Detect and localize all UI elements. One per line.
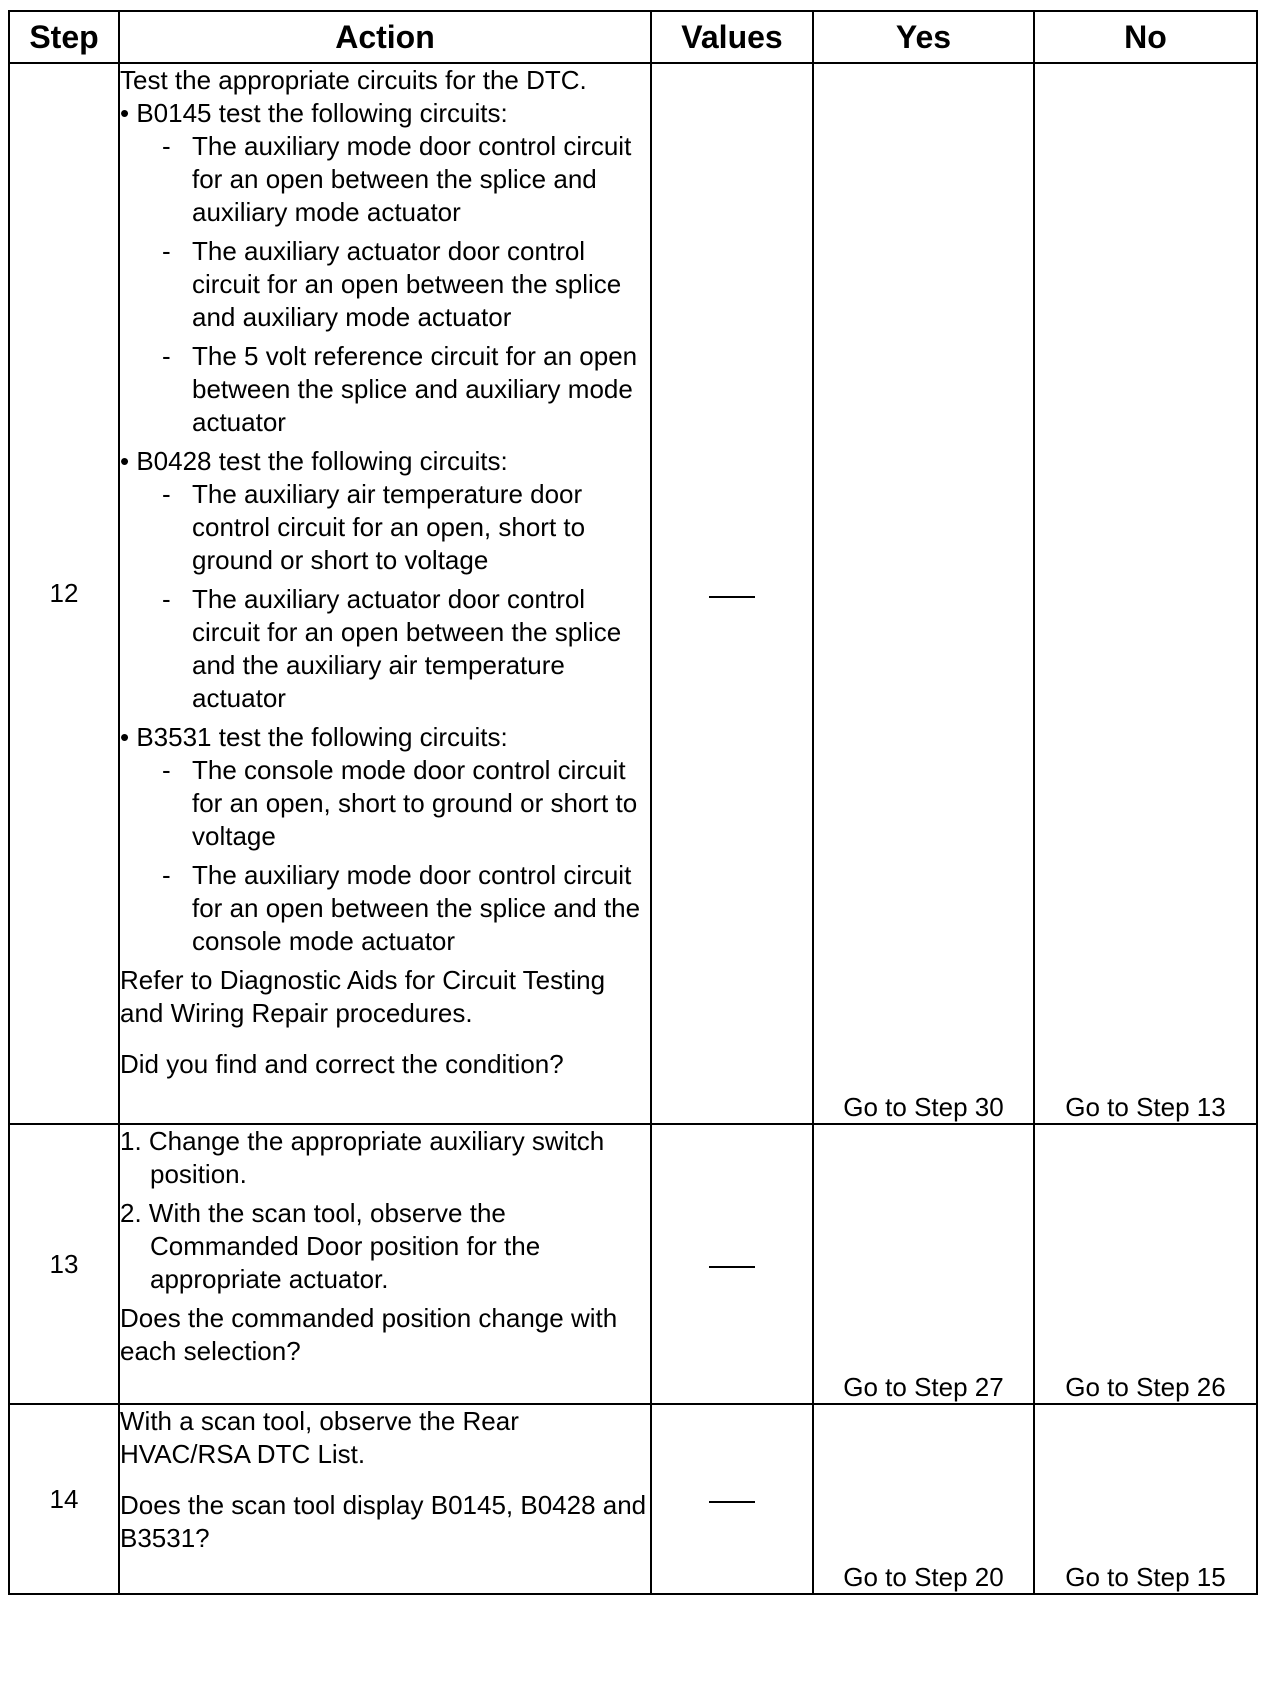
values-cell (651, 1124, 813, 1404)
yes-outcome: Go to Step 20 (813, 1404, 1034, 1594)
step-number: 13 (9, 1124, 119, 1404)
bullet-item: • B0428 test the following circuits: (120, 446, 508, 476)
bullet-item: • B0145 test the following circuits: (120, 98, 508, 128)
table-row-step-13 (9, 1124, 1257, 1404)
sub-item: - The auxiliary mode door control circuit for an open between the splice and the console mode actuator (162, 860, 641, 956)
sub-item: - The console mode door control circuit for an open, short to ground or short to voltage (162, 755, 638, 851)
action-intro: Test the appropriate circuits for the DTC. (120, 65, 587, 95)
values-cell (651, 63, 813, 1124)
action-intro: With a scan tool, observe the Rear HVAC/RSA DTC List. (120, 1406, 519, 1469)
step-number: 14 (9, 1404, 119, 1594)
empty-value-dash (709, 1266, 755, 1268)
yes-outcome: Go to Step 27 (813, 1124, 1034, 1404)
action-cell (119, 63, 651, 1124)
table-row-step-12 (9, 63, 1257, 1124)
yes-outcome: Go to Step 30 (813, 63, 1034, 1124)
header-values: Values (651, 11, 813, 63)
sub-item: - The auxiliary air temperature door control circuit for an open, short to ground or short to voltage (162, 479, 586, 575)
empty-value-dash (709, 1501, 755, 1503)
header-yes: Yes (813, 11, 1034, 63)
numbered-item: 1. Change the appropriate auxiliary switch position. (120, 1126, 605, 1189)
no-outcome: Go to Step 15 (1034, 1404, 1257, 1594)
table-row-step-14 (9, 1404, 1257, 1594)
no-outcome: Go to Step 26 (1034, 1124, 1257, 1404)
action-question: Does the scan tool display B0145, B0428 and B3531? (120, 1490, 647, 1553)
sub-item: - The auxiliary mode door control circuit for an open between the splice and auxiliary mode actuator (162, 131, 632, 227)
action-question: Did you find and correct the condition? (120, 1049, 564, 1079)
sub-item: - The auxiliary actuator door control circuit for an open between the splice and the auxiliary air temperature actuator (162, 584, 622, 713)
numbered-item: 2. With the scan tool, observe the Commanded Door position for the appropriate actuator. (120, 1198, 541, 1294)
action-cell (119, 1124, 651, 1404)
diagnostic-table (8, 10, 1258, 1595)
values-cell (651, 1404, 813, 1594)
bullet-item: • B3531 test the following circuits: (120, 722, 508, 752)
step-number: 12 (9, 63, 119, 1124)
sub-item: - The auxiliary actuator door control circuit for an open between the splice and auxiliary mode actuator (162, 236, 622, 332)
sub-item: - The 5 volt reference circuit for an open between the splice and auxiliary mode actuator (162, 341, 638, 437)
action-cell (119, 1404, 651, 1594)
refer-note: Refer to Diagnostic Aids for Circuit Testing and Wiring Repair procedures. (120, 965, 606, 1028)
header-row (9, 11, 1257, 63)
header-step: Step (9, 11, 119, 63)
header-action: Action (119, 11, 651, 63)
empty-value-dash (709, 596, 755, 598)
header-no: No (1034, 11, 1257, 63)
action-question: Does the commanded position change with each selection? (120, 1303, 618, 1366)
no-outcome: Go to Step 13 (1034, 63, 1257, 1124)
